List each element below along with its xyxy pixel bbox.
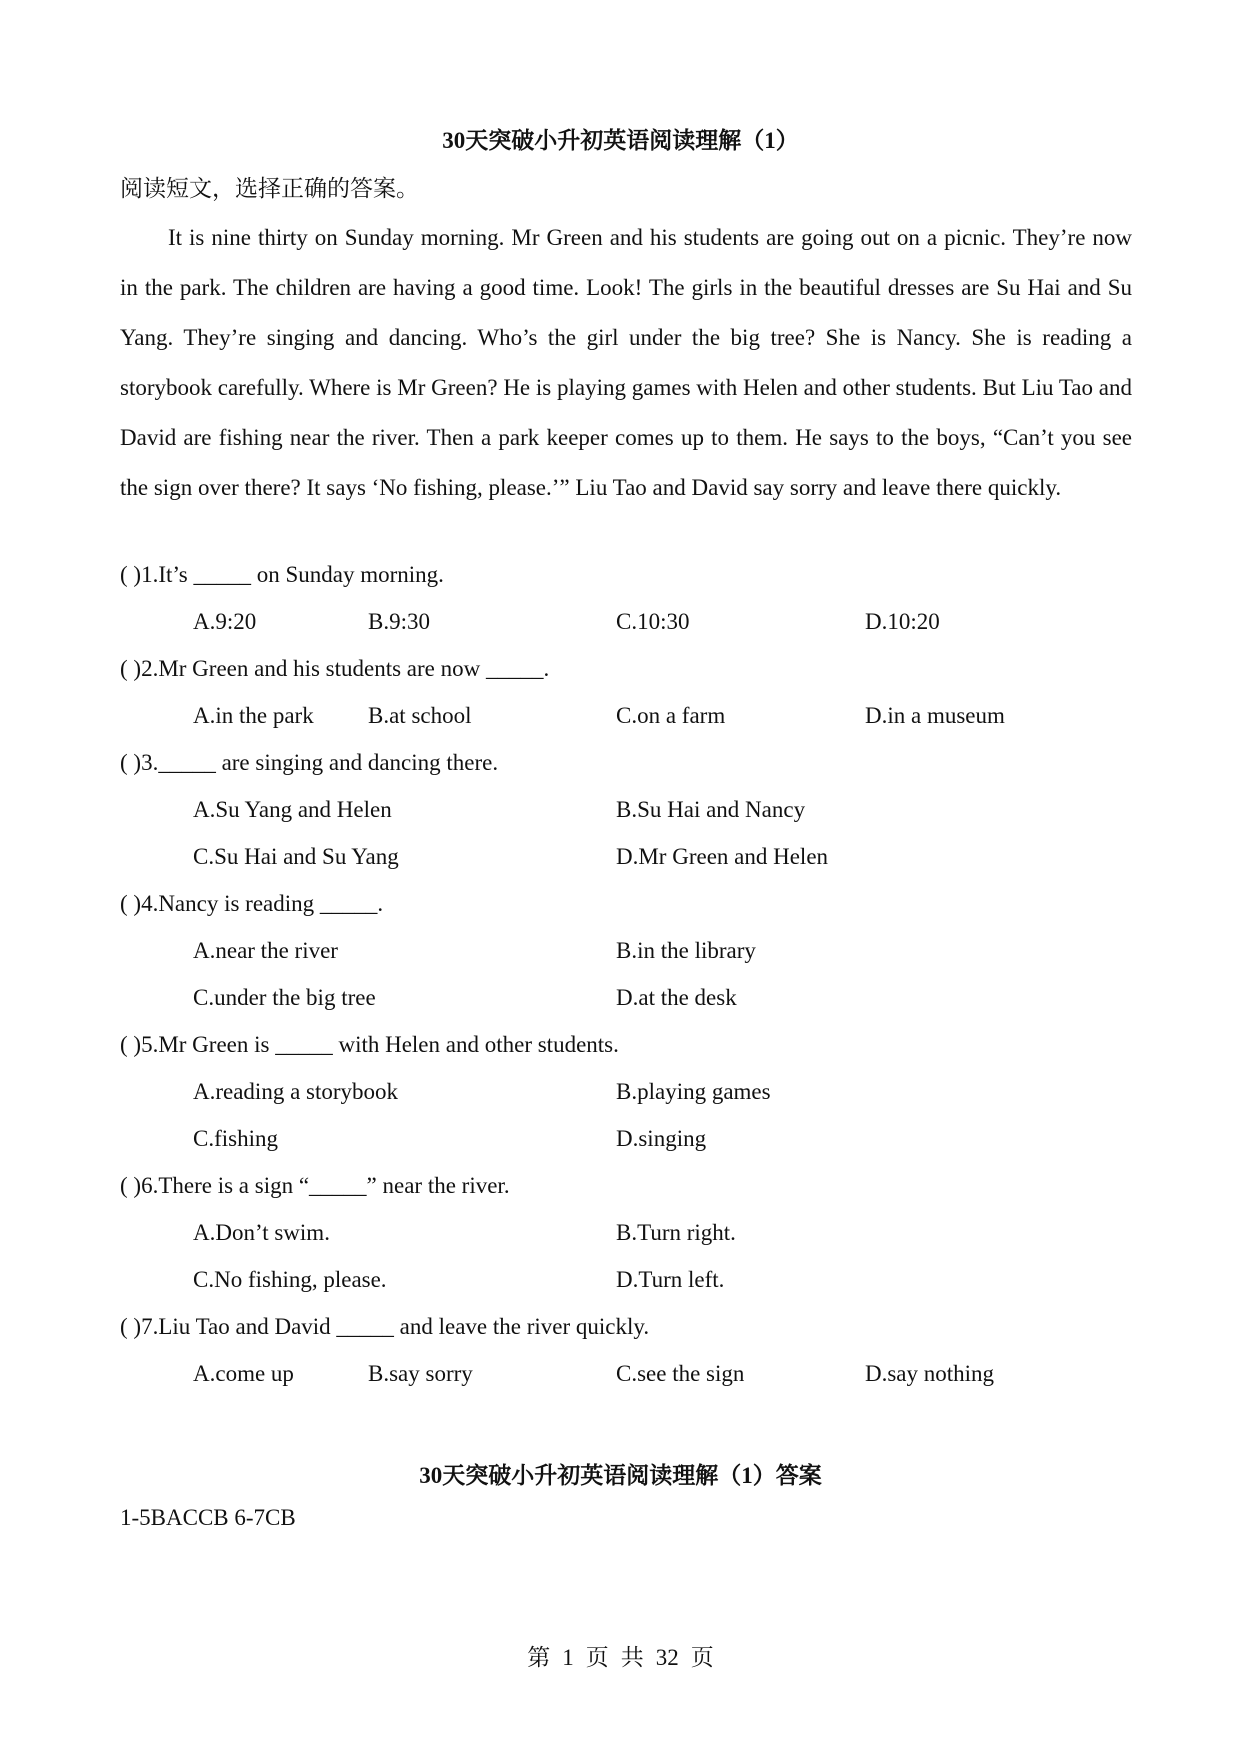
question-6: ( )6.There is a sign “_____” near the river. [120, 1173, 510, 1198]
option-4d: D.at the desk [616, 985, 737, 1010]
option-4a: A.near the river [193, 938, 338, 963]
question-4: ( )4.Nancy is reading _____. [120, 891, 384, 916]
option-6a: A.Don’t swim. [193, 1220, 330, 1245]
page-title: 30天突破小升初英语阅读理解（1） [442, 128, 799, 153]
option-1c: C.10:30 [616, 609, 690, 634]
question-1: ( )1.It’s _____ on Sunday morning. [120, 562, 444, 587]
option-5c: C.fishing [193, 1126, 278, 1151]
option-4b: B.in the library [616, 938, 756, 963]
option-7b: B.say sorry [368, 1361, 473, 1386]
option-7c: C.see the sign [616, 1361, 745, 1386]
question-2: ( )2.Mr Green and his students are now _____. [120, 656, 550, 681]
answer-title: 30天突破小升初英语阅读理解（1）答案 [419, 1463, 822, 1488]
option-1a: A.9:20 [193, 609, 257, 634]
footer-ye-2: 页 [690, 1645, 714, 1670]
option-2c: C.on a farm [616, 703, 726, 728]
option-5d: D.singing [616, 1126, 707, 1151]
question-7: ( )7.Liu Tao and David _____ and leave the river quickly. [120, 1314, 650, 1339]
reading-passage: It is nine thirty on Sunday morning. Mr Green and his students are going out on a picnic. They’re now in the park. The children are having a good time. Look! The girls in the beautiful dresses are Su Hai and Su Yang. They’re singing and dancing. Who’s the girl under the big tree? She is Nancy. She is reading a storybook carefully. Where is Mr Green? He is playing games with Helen and other students. But Liu Tao and David are fishing near the river. Then a park keeper comes up to them. He says to the boys, “Can’t you see the sign over there? It says ‘No fishing, please.’” Liu Tao and David say sorry and leave there quickly. [120, 225, 1132, 500]
option-3c: C.Su Hai and Su Yang [193, 844, 399, 869]
option-6b: B.Turn right. [616, 1220, 736, 1245]
option-3d: D.Mr Green and Helen [616, 844, 829, 869]
footer-page-number: 1 [562, 1645, 574, 1670]
option-2a: A.in the park [193, 703, 314, 728]
instruction: 阅读短文，选择正确的答案。 [120, 176, 419, 201]
option-3b: B.Su Hai and Nancy [616, 797, 806, 822]
option-1b: B.9:30 [368, 609, 430, 634]
page-footer [0, 1639, 1241, 1672]
option-7d: D.say nothing [865, 1361, 995, 1386]
footer-ye: 页 [585, 1645, 609, 1670]
option-7a: A.come up [193, 1361, 294, 1386]
option-6d: D.Turn left. [616, 1267, 725, 1292]
option-3a: A.Su Yang and Helen [193, 797, 392, 822]
footer-total-pages: 32 [655, 1645, 679, 1670]
question-3: ( )3._____ are singing and dancing there. [120, 750, 499, 775]
option-1d: D.10:20 [865, 609, 940, 634]
option-5a: A.reading a storybook [193, 1079, 399, 1104]
question-5: ( )5.Mr Green is _____ with Helen and other students. [120, 1032, 619, 1057]
footer-gong: 共 [620, 1645, 644, 1670]
option-4c: C.under the big tree [193, 985, 376, 1010]
option-2b: B.at school [368, 703, 472, 728]
option-5b: B.playing games [616, 1079, 771, 1104]
footer-di: 第 [527, 1645, 551, 1670]
option-2d: D.in a museum [865, 703, 1005, 728]
answer-key: 1-5BACCB 6-7CB [120, 1505, 296, 1530]
option-6c: C.No fishing, please. [193, 1267, 387, 1292]
